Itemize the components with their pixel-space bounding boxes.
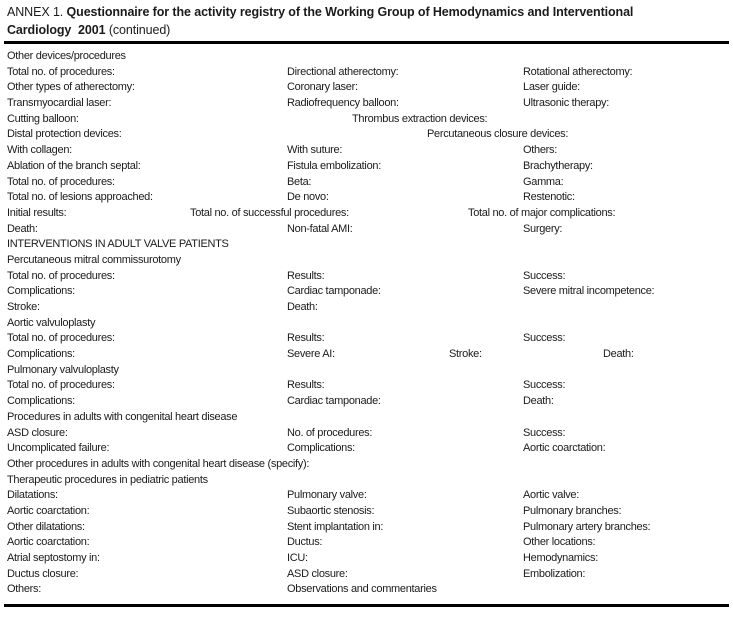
- section-header: Aortic valvuloplasty: [7, 316, 96, 329]
- form-row: [0, 457, 733, 473]
- field-label: Gamma:: [523, 175, 564, 188]
- questionnaire-body: [0, 49, 733, 598]
- field-label: Brachytherapy:: [523, 159, 593, 172]
- continued-label: (continued): [108, 22, 171, 37]
- field-label: Total no. of procedures:: [7, 65, 115, 78]
- field-label: Pulmonary valve:: [287, 489, 367, 502]
- field-label: Cardiac tamponade:: [287, 285, 381, 298]
- field-label: Directional atherectomy:: [287, 65, 399, 78]
- section-header: Percutaneous mitral commissurotomy: [7, 253, 181, 266]
- field-label: Total no. of procedures:: [7, 269, 115, 282]
- section-header: INTERVENTIONS IN ADULT VALVE PATIENTS: [7, 238, 229, 251]
- form-row: [0, 316, 733, 332]
- field-label: Severe mitral incompetence:: [523, 285, 655, 298]
- field-label: Percutaneous closure devices:: [427, 128, 569, 141]
- form-row: [0, 237, 733, 253]
- field-label: Ultrasonic therapy:: [523, 97, 610, 110]
- field-label: Success:: [523, 426, 566, 439]
- section-header: Procedures in adults with congenital heart disease: [7, 410, 238, 423]
- form-row: [0, 504, 733, 520]
- field-label: Aortic coarctation:: [7, 504, 90, 517]
- field-label: Observations and commentaries: [287, 583, 437, 596]
- form-row: [0, 222, 733, 238]
- field-label: Transmyocardial laser:: [7, 97, 112, 110]
- field-label: ICU:: [287, 552, 308, 564]
- form-row: [0, 253, 733, 269]
- form-row: [0, 127, 733, 143]
- field-label: Aortic valve:: [523, 489, 580, 502]
- form-row: [0, 426, 733, 442]
- field-label: Rotational atherectomy:: [523, 65, 633, 78]
- form-row: [0, 378, 733, 394]
- field-label: Ductus:: [287, 536, 323, 549]
- field-label: Atrial septostomy in:: [7, 552, 100, 564]
- section-header: Therapeutic procedures in pediatric patients: [7, 473, 208, 486]
- field-label: Other dilatations:: [7, 520, 85, 533]
- form-row: [0, 551, 733, 567]
- field-label: Hemodynamics:: [523, 552, 598, 564]
- field-label: Results:: [287, 332, 325, 345]
- top-rule: [4, 41, 729, 44]
- field-label: Success:: [523, 379, 566, 392]
- form-row: [0, 520, 733, 536]
- field-label: Others:: [7, 583, 41, 596]
- field-label: Total no. of major complications:: [468, 206, 616, 219]
- field-label: Aortic coarctation:: [7, 536, 90, 549]
- field-label: Radiofrequency balloon:: [287, 97, 399, 110]
- field-label: Other locations:: [523, 536, 596, 549]
- field-label: Aortic coarctation:: [523, 442, 606, 455]
- field-label: Complications:: [287, 442, 355, 455]
- field-label: Death:: [7, 222, 38, 235]
- section-header: Other procedures in adults with congenital heart disease (specify):: [7, 457, 310, 470]
- form-row: [0, 394, 733, 410]
- form-row: [0, 567, 733, 583]
- field-label: Death:: [287, 301, 318, 313]
- form-row: [0, 473, 733, 489]
- field-label: Laser guide:: [523, 81, 580, 94]
- field-label: Complications:: [7, 395, 75, 408]
- form-row: [0, 206, 733, 222]
- field-label: De novo:: [287, 191, 329, 204]
- field-label: Restenotic:: [523, 191, 575, 204]
- field-label: Subaortic stenosis:: [287, 504, 375, 517]
- form-row: [0, 363, 733, 379]
- form-row: [0, 347, 733, 363]
- field-label: Others:: [523, 144, 557, 157]
- field-label: Beta:: [287, 175, 312, 188]
- field-label: Stent implantation in:: [287, 520, 384, 533]
- form-row: [0, 80, 733, 96]
- section-header: Other devices/procedures: [7, 50, 126, 62]
- field-label: Pulmonary artery branches:: [523, 520, 651, 533]
- field-label: Death:: [603, 348, 634, 361]
- field-label: No. of procedures:: [287, 426, 373, 439]
- field-label: Surgery:: [523, 222, 563, 235]
- annex-label: ANNEX 1.: [7, 5, 64, 19]
- field-label: Death:: [523, 395, 554, 408]
- form-row: [0, 331, 733, 347]
- field-label: Embolization:: [523, 567, 586, 580]
- field-label: With suture:: [287, 144, 343, 157]
- field-label: ASD closure:: [7, 426, 68, 439]
- field-label: Other types of atherectomy:: [7, 81, 135, 94]
- form-row: [0, 65, 733, 81]
- title-line2: Cardiology 2001: [7, 22, 106, 37]
- field-label: Severe AI:: [287, 348, 335, 361]
- field-label: Stroke:: [449, 348, 482, 361]
- field-label: Non-fatal AMI:: [287, 222, 353, 235]
- section-header: Pulmonary valvuloplasty: [7, 363, 119, 376]
- form-row: [0, 190, 733, 206]
- field-label: Cutting balloon:: [7, 112, 79, 125]
- form-row: [0, 410, 733, 426]
- field-label: Distal protection devices:: [7, 128, 122, 141]
- form-row: [0, 582, 733, 598]
- field-label: Complications:: [7, 348, 75, 361]
- form-row: [0, 96, 733, 112]
- field-label: Total no. of procedures:: [7, 379, 115, 392]
- field-label: With collagen:: [7, 144, 72, 157]
- field-label: ASD closure:: [287, 567, 348, 580]
- field-label: Pulmonary branches:: [523, 504, 622, 517]
- field-label: Success:: [523, 269, 566, 282]
- field-label: Coronary laser:: [287, 81, 358, 94]
- form-row: [0, 49, 733, 65]
- field-label: Complications:: [7, 285, 75, 298]
- field-label: Total no. of successful procedures:: [190, 206, 349, 219]
- field-label: Thrombus extraction devices:: [352, 112, 488, 125]
- title-line1: Questionnaire for the activity registry of the Working Group of Hemodynamics and Interventional: [66, 5, 634, 19]
- form-row: [0, 284, 733, 300]
- field-label: Total no. of lesions approached:: [7, 191, 153, 204]
- form-row: [0, 441, 733, 457]
- form-row: [0, 488, 733, 504]
- field-label: Results:: [287, 379, 325, 392]
- bottom-rule: [4, 604, 729, 607]
- form-row: [0, 300, 733, 316]
- field-label: Results:: [287, 269, 325, 282]
- field-label: Cardiac tamponade:: [287, 395, 381, 408]
- form-row: [0, 112, 733, 128]
- field-label: Dilatations:: [7, 489, 58, 502]
- page-title: [7, 4, 729, 39]
- form-row: [0, 269, 733, 285]
- field-label: Success:: [523, 332, 566, 345]
- field-label: Initial results:: [7, 206, 67, 219]
- field-label: Ablation of the branch septal:: [7, 159, 141, 172]
- form-row: [0, 535, 733, 551]
- field-label: Total no. of procedures:: [7, 332, 115, 345]
- form-row: [0, 143, 733, 159]
- field-label: Fistula embolization:: [287, 159, 381, 172]
- field-label: Total no. of procedures:: [7, 175, 115, 188]
- field-label: Uncomplicated failure:: [7, 442, 110, 455]
- field-label: Ductus closure:: [7, 567, 79, 580]
- form-row: [0, 159, 733, 175]
- field-label: Stroke:: [7, 301, 40, 313]
- form-row: [0, 175, 733, 191]
